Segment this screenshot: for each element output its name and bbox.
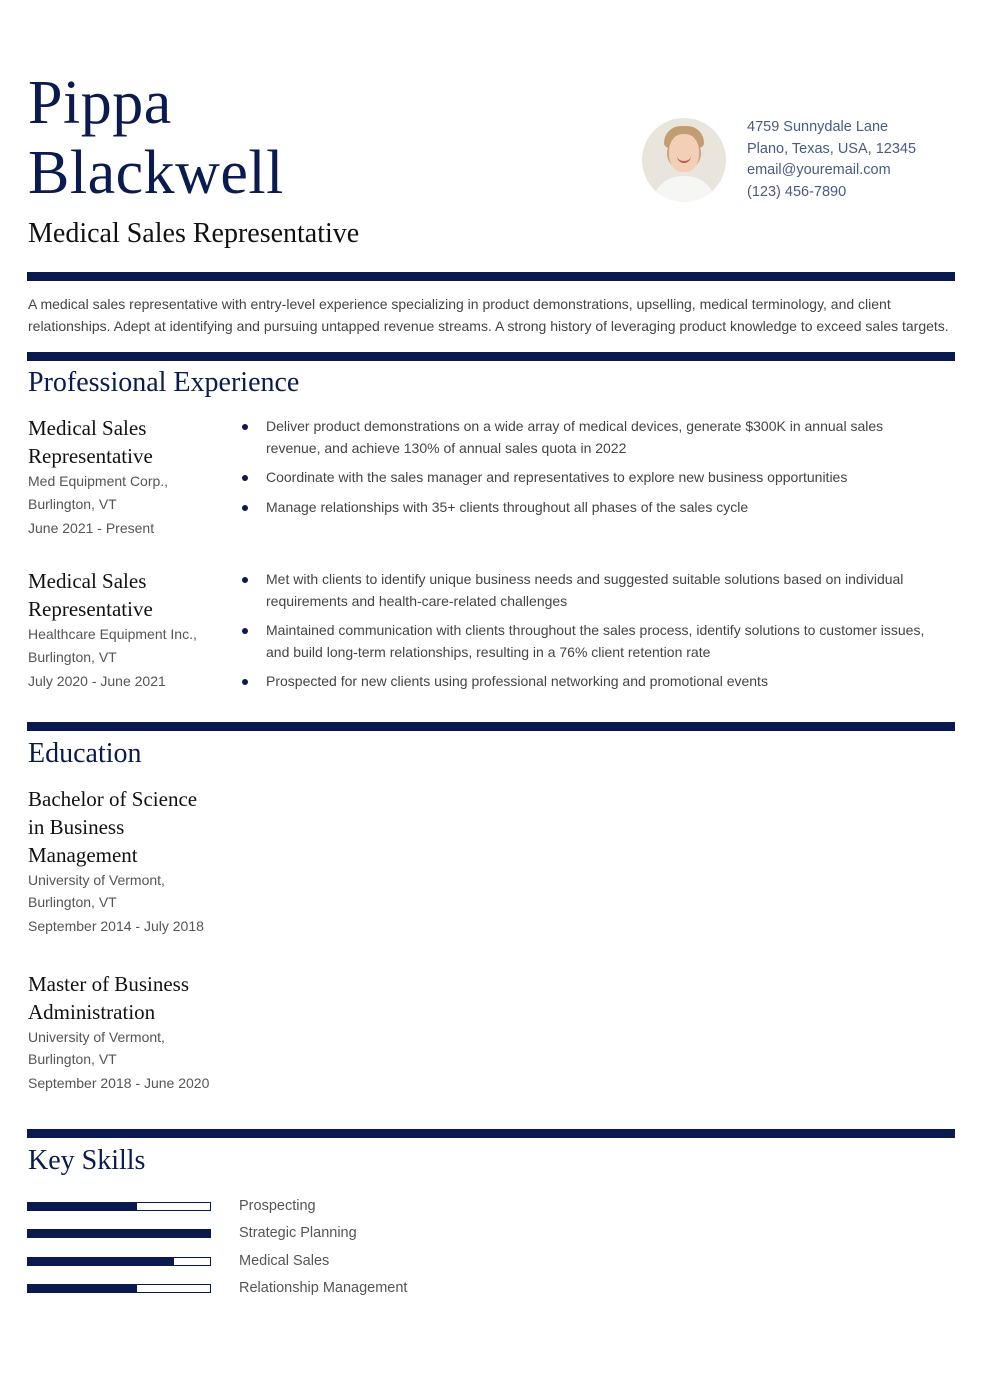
skill-row: [27, 1223, 527, 1251]
bullet-dot-icon: [242, 505, 248, 511]
skill-name: Medical Sales: [239, 1253, 330, 1269]
photo-shirt: [652, 176, 716, 202]
degree: [28, 970, 258, 1026]
skill-level-bar: [27, 1284, 211, 1293]
skill-row: [27, 1278, 527, 1306]
school: University of Vermont,: [28, 1029, 165, 1045]
address-line1: 4759 Sunnydale Lane: [747, 119, 889, 135]
skill-name: Relationship Management: [239, 1280, 408, 1296]
job-company: Med Equipment Corp.,: [28, 473, 169, 489]
bullet-dot-icon: [242, 424, 248, 430]
skill-row: [27, 1251, 527, 1279]
job-bullets: [241, 569, 941, 701]
skill-level-bar: [27, 1202, 211, 1211]
job-bullet: [241, 467, 941, 489]
bullet-text: Prospected for new clients using professional networking and promotional events: [266, 673, 768, 689]
job-position-line: Medical Sales: [28, 569, 147, 593]
bullet-dot-icon: [242, 628, 248, 634]
school: University of Vermont,: [28, 872, 165, 888]
job-bullet: [241, 620, 941, 663]
job-location: Burlington, VT: [28, 648, 117, 665]
job-location: Burlington, VT: [28, 495, 117, 512]
skill-level-bar: [27, 1229, 211, 1238]
skill-level-fill: [28, 1203, 137, 1210]
section-title-experience: Professional Experience: [28, 367, 300, 398]
job-company: Healthcare Equipment Inc.,: [28, 626, 197, 642]
job-position-line: Representative: [28, 596, 153, 621]
job-entry: [28, 568, 228, 692]
degree-line: Management: [28, 843, 138, 867]
job-bullets: [241, 416, 941, 526]
phone[interactable]: (123) 456-7890: [747, 183, 847, 200]
section-title-education: Education: [28, 738, 142, 769]
last-name: Blackwell: [28, 139, 284, 207]
job-title: Medical Sales Representative: [28, 218, 360, 249]
bullet-text: Met with clients to identify unique business needs and suggested suitable solutions based on individual requirements and health-care-related challenges: [266, 571, 904, 609]
job-bullet: [241, 497, 941, 519]
skill-name: Prospecting: [239, 1198, 316, 1214]
bullet-dot-icon: [242, 577, 248, 583]
job-position: [28, 568, 228, 623]
job-bullet: [241, 671, 941, 693]
education-entry: [28, 785, 258, 937]
school-location: Burlington, VT: [28, 1051, 117, 1067]
bullet-text: Coordinate with the sales manager and representatives to explore new business opportunities: [266, 469, 848, 485]
education-entry: [28, 970, 258, 1094]
first-name: Pippa: [28, 69, 172, 137]
skill-level-fill: [28, 1230, 210, 1237]
bullet-text: Manage relationships with 35+ clients throughout all phases of the sales cycle: [266, 498, 749, 515]
divider: [27, 1129, 955, 1138]
profile-photo: [642, 118, 726, 202]
divider: [27, 272, 955, 281]
degree-line: Master of Business: [28, 972, 189, 996]
job-dates: June 2021 - Present: [28, 520, 155, 536]
degree-line: Administration: [28, 1000, 156, 1024]
education-dates: September 2018 - June 2020: [28, 1075, 210, 1091]
address-line2: Plano, Texas, USA, 12345: [747, 140, 917, 157]
skill-level-fill: [28, 1258, 174, 1265]
job-dates: July 2020 - June 2021: [28, 673, 166, 689]
degree-line: in Business: [28, 815, 125, 839]
job-position-line: Representative: [28, 443, 153, 468]
bullet-dot-icon: [242, 679, 248, 685]
job-entry: [28, 415, 228, 539]
bullet-text: Deliver product demonstrations on a wide array of medical devices, generate $300K in annual sales revenue, and achieve 130% of annual sales quota in 2022: [266, 418, 884, 456]
email[interactable]: email@youremail.com: [747, 162, 891, 178]
skill-level-bar: [27, 1257, 211, 1266]
education-dates: September 2014 - July 2018: [28, 918, 204, 934]
section-title-skills: Key Skills: [28, 1145, 146, 1176]
job-bullet: [241, 416, 941, 459]
job-position: [28, 415, 228, 470]
summary: A medical sales representative with entry-level experience specializing in product demonstrations, upselling, medical terminology, and client relationships. Adept at identifying and pursuing untapped revenue streams. A strong history of leveraging product knowledge to exceed sales targets.: [28, 296, 949, 334]
divider: [27, 722, 955, 731]
bullet-text: Maintained communication with clients throughout the sales process, identify solutions to customer issues, and build long-term relationships, resulting in a 76% client retention rate: [266, 622, 925, 660]
bullet-dot-icon: [242, 475, 248, 481]
degree: [28, 785, 258, 869]
skill-name: Strategic Planning: [239, 1225, 357, 1241]
job-bullet: [241, 569, 941, 612]
job-position-line: Medical Sales: [28, 416, 147, 440]
school-location: Burlington, VT: [28, 894, 117, 910]
divider: [27, 352, 955, 361]
degree-line: Bachelor of Science: [28, 787, 198, 811]
skill-row: [27, 1196, 527, 1224]
skill-level-fill: [28, 1285, 137, 1292]
photo-face: [669, 134, 699, 172]
contact-info: [747, 117, 916, 203]
candidate-name: [28, 68, 284, 208]
